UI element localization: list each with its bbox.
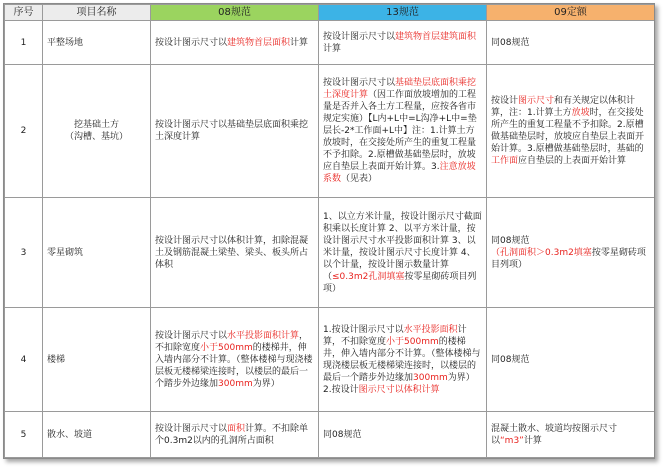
- cell-09: 同08规范: [487, 21, 655, 65]
- cell-13: 按设计图示尺寸以基础垫层底面积乘挖土深度计算（因工作面放坡增加的工程量是否并入各土方工程量，应按各省市规定实施）【L内+L中=L沟净+L中=垫层长-2*工作面+L中】注：1.计算土方放坡时，在交接处所产生的重复工程量不予扣除。2.原槽做基础垫层时，放坡应自垫层上表面开始计算。3.注意放坡系数（见表）: [319, 65, 487, 198]
- cell-09: 按设计图示尺寸和有关规定以体积计算，注：1.计算土方放坡时，在交接处所产生的重复工程量不予扣除。2.原槽做基础垫层时，放坡应自垫层上表面开始计算。3.原槽做基础垫层时，基础的工作面应自垫层的上表面开始计算: [487, 65, 655, 198]
- row-index: 3: [5, 198, 43, 308]
- table-row: [5, 21, 655, 65]
- header-index: 序号: [5, 5, 43, 21]
- header-08-spec: 08规范: [151, 5, 319, 21]
- row-index: 4: [5, 308, 43, 412]
- row-index: 5: [5, 412, 43, 458]
- cell-08: 按设计图示尺寸以体积计算，扣除混凝土及钢筋混凝土梁垫、梁头、板头所占体积: [151, 198, 319, 308]
- row-name: 挖基础土方 （沟槽、基坑）: [43, 65, 151, 198]
- cell-09: 同08规范 （孔洞面积＞0.3m2填塞按零星砌砖项目列项）: [487, 198, 655, 308]
- row-name: 楼梯: [43, 308, 151, 412]
- cell-13: 1.按设计图示尺寸以水平投影面积计算，不扣除宽度小于500mm的楼梯井，伸入墙内部分不计算。（整体楼梯与现浇楼层板无楼梯梁连接时，以楼层的最后一个踏步外边缘加300mm为界） 2.按设计图示尺寸以体积计算: [319, 308, 487, 412]
- cell-09: 混凝土散水、坡道均按图示尺寸以“m3”计算: [487, 412, 655, 458]
- header-row: [5, 5, 655, 21]
- row-name: 散水、坡道: [43, 412, 151, 458]
- header-13-spec: 13规范: [319, 5, 487, 21]
- comparison-table-frame: [3, 3, 655, 459]
- row-name: 零星砌筑: [43, 198, 151, 308]
- cell-08: 按设计图示尺寸以水平投影面积计算，不扣除宽度小于500mm的楼梯井，伸入墙内部分不计算。（整体楼梯与现浇楼层板无楼梯梁连接时，以楼层的最后一个踏步外边缘加300mm为界）: [151, 308, 319, 412]
- cell-08: 按设计图示尺寸以基础垫层底面积乘挖土深度计算: [151, 65, 319, 198]
- row-name: 平整场地: [43, 21, 151, 65]
- table-row: [5, 198, 655, 308]
- header-09-quota: 09定额: [487, 5, 655, 21]
- cell-09: 同08规范: [487, 308, 655, 412]
- cell-08: 按设计图示尺寸以建筑物首层面积计算: [151, 21, 319, 65]
- table-row: [5, 65, 655, 198]
- comparison-table: [4, 4, 655, 458]
- header-name: 项目名称: [43, 5, 151, 21]
- table-row: [5, 308, 655, 412]
- row-index: 1: [5, 21, 43, 65]
- cell-08: 按设计图示尺寸以面积计算。不扣除单个0.3m2以内的孔洞所占面积: [151, 412, 319, 458]
- cell-13: 按设计图示尺寸以建筑物首层建筑面积计算: [319, 21, 487, 65]
- cell-13: 1、以立方米计量，按设计图示尺寸截面积乘以长度计算 2、以平方米计量，按设计图示尺寸水平投影面积计算 3、以米计量，按设计图示尺寸长度计算 4、以个计量，按设计图示数量计算（≤0.3m2孔洞填塞按零星砌砖项目列项）: [319, 198, 487, 308]
- cell-13: 同08规范: [319, 412, 487, 458]
- row-index: 2: [5, 65, 43, 198]
- table-row: [5, 412, 655, 458]
